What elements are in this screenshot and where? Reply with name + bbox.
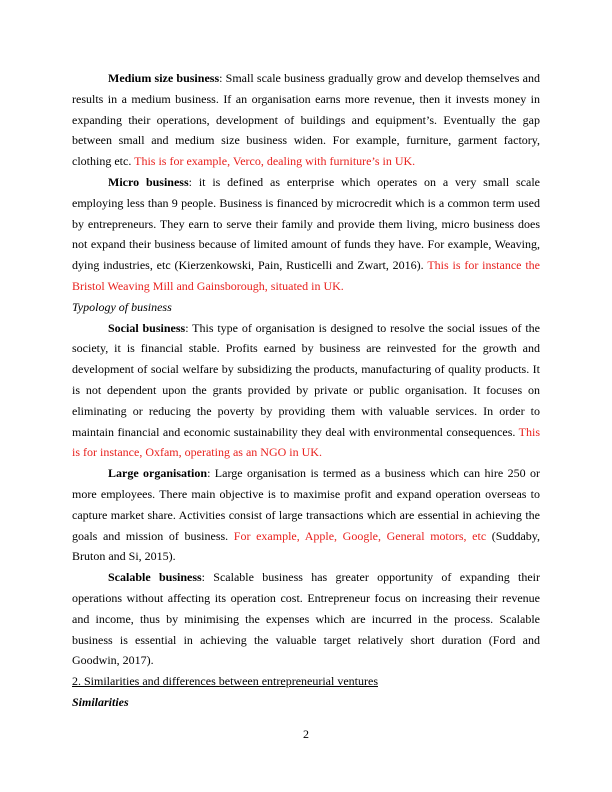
similarities-heading: Similarities — [72, 694, 129, 709]
typology-heading: Typology of business — [72, 299, 172, 314]
paragraph-large-organisation — [72, 463, 540, 567]
paragraph-micro-business — [72, 172, 540, 297]
paragraph-body: : This type of organisation is designed to resolve the social issues of the society, it is financial stable. Profits earned by business are reinvested for the growth and development of social welfare by subsidizing the products, manufacturing of quality products. It is not dependent upon the grants provided by private or public organisation. It focuses on eliminating or reducing the poverty by providing them with valuable services. In order to maintain financial and economic sustainability they deal with environmental consequences. — [72, 320, 540, 439]
citation-text: (Suddaby, Bruton and Si, 2015). — [72, 528, 540, 564]
term-social-business: Social business — [108, 320, 186, 335]
term-scalable-business: Scalable business — [108, 570, 202, 585]
paragraph-body: : Small scale business gradually grow and develop themselves and results in a medium business. If an organisation earns more revenue, then it invests money in expanding their operations, development of buildings and equipment’s. Eventually the gap between small and medium size business widen. For example, furniture, garment factory, clothing etc. — [72, 71, 540, 169]
paragraph-body: : Scalable business has greater opportunity of expanding their operations without affecting its operation cost. Entrepreneur focus on increasing their revenue and income, thus by minimising the expenses which are incurred in the process. Scalable business is essential in achieving the valuable target relatively short duration (Ford and Goodwin, 2017). — [72, 570, 541, 668]
term-micro-business: Micro business — [108, 174, 189, 189]
document-page — [72, 68, 540, 713]
paragraph-medium-business — [72, 68, 540, 172]
red-example-text: This is for instance, Oxfam, operating as an NGO in UK. — [72, 424, 540, 460]
paragraph-body: : Large organisation is termed as a business which can hire 250 or more employees. There main objective is to maximise profit and expand operation overseas to capture market share. Activities consist of large transactions which are essential in achieving the goals and mission of business. — [72, 466, 540, 543]
paragraph-body: : it is defined as enterprise which operates on a very small scale employing less than 9 people. Business is financed by microcredit which is a common term used by entrepreneurs. They earn to serve their family and provide them living, micro business does not expand their business because of limited amount of funds they have. For example, Weaving, dying industries, etc (Kierzenkowski, Pain, Rusticelli and Zwart, 2016). — [72, 174, 540, 273]
red-example-text: This is for instance the Bristol Weaving Mill and Gainsborough, situated in UK. — [72, 258, 540, 293]
term-large-organisation: Large organisation — [108, 466, 208, 481]
paragraph-social-business — [72, 318, 540, 464]
red-example-text: This is for example, Verco, dealing with furniture’s in UK. — [134, 154, 416, 169]
term-medium-business: Medium size business — [108, 71, 220, 85]
page-number: 2 — [303, 727, 309, 741]
red-example-text: For example, Apple, Google, General motors, etc — [233, 528, 487, 543]
paragraph-scalable-business — [72, 567, 540, 671]
section-heading: 2. Similarities and differences between entrepreneurial ventures — [72, 674, 378, 689]
